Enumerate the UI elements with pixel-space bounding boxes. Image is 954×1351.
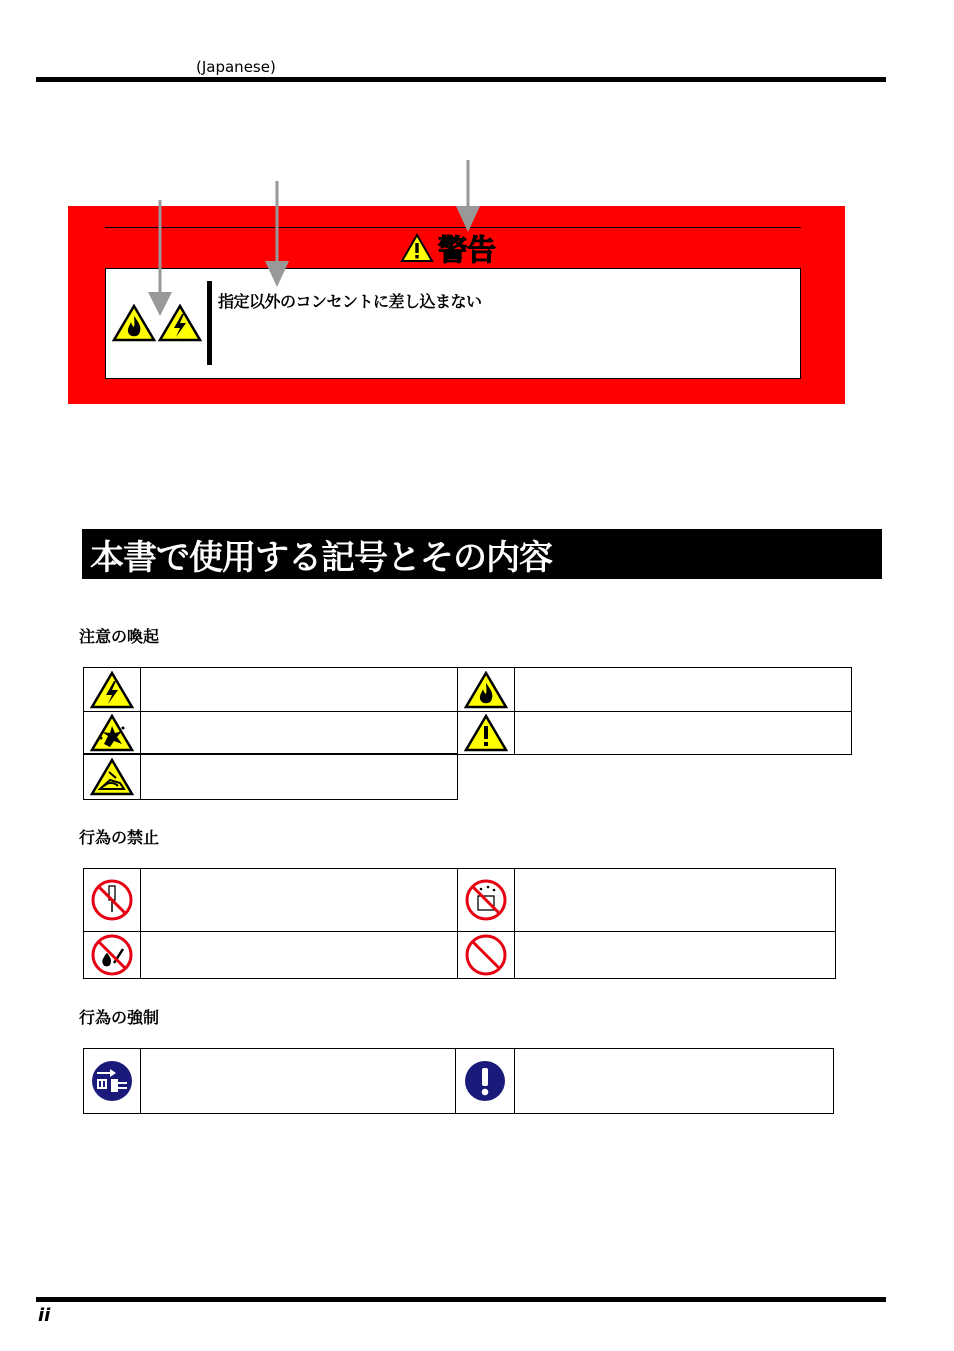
no-fire-icon (90, 933, 134, 977)
caution-text-cell (515, 668, 852, 712)
caution-triangle-icon (400, 233, 434, 263)
caution-table-row3 (83, 753, 458, 800)
caution-table (83, 667, 852, 755)
mandatory-cell-general (456, 1049, 515, 1114)
mandatory-table (83, 1048, 834, 1114)
header-rule (36, 77, 886, 82)
caution-cell-pinch (84, 754, 141, 800)
no-water-icon (464, 878, 508, 922)
caution-text-cell (141, 668, 458, 712)
warning-title-text: 警告 (438, 232, 497, 267)
general-prohibition-icon (464, 933, 508, 977)
caution-heading: 注意の喚起 (79, 627, 160, 646)
caution-cell-general (458, 712, 515, 755)
explosion-warning-icon (90, 714, 134, 752)
arrow-to-title (454, 160, 484, 234)
fire-warning-icon (464, 671, 508, 709)
caution-text-cell (515, 712, 852, 755)
section-title: 本書で使用する記号とその内容 (90, 537, 552, 578)
prohibition-text-cell (515, 932, 836, 979)
arrow-to-symbol (146, 200, 176, 320)
prohibition-cell-general (458, 932, 515, 979)
mandatory-cell-unplug (84, 1049, 141, 1114)
general-caution-icon (464, 714, 508, 752)
prohibition-cell-fire (84, 932, 141, 979)
prohibition-cell-water (458, 869, 515, 932)
page-number: ii (38, 1305, 51, 1326)
prohibition-heading: 行為の禁止 (79, 828, 160, 847)
caution-cell-fire (458, 668, 515, 712)
mandatory-action-icon (463, 1059, 507, 1103)
warning-title (400, 228, 496, 268)
mandatory-text-cell (515, 1049, 834, 1114)
caution-text-cell (141, 754, 458, 800)
electric-shock-warning-icon (90, 671, 134, 709)
caution-cell-explosion (84, 712, 141, 755)
warning-text-bar (207, 281, 212, 365)
mandatory-heading: 行為の強制 (79, 1008, 160, 1027)
prohibition-cell-disassembly (84, 869, 141, 932)
prohibition-text-cell (141, 869, 458, 932)
no-disassembly-icon (90, 878, 134, 922)
footer-rule (36, 1297, 886, 1302)
mandatory-text-cell (141, 1049, 456, 1114)
warning-text: 指定以外のコンセントに差し込まない (218, 292, 482, 311)
prohibition-table (83, 868, 836, 979)
prohibition-text-cell (141, 932, 458, 979)
caution-text-cell (141, 712, 458, 755)
unplug-icon (90, 1059, 134, 1103)
arrow-to-text (264, 181, 294, 291)
prohibition-text-cell (515, 869, 836, 932)
header-language: (Japanese) (196, 58, 276, 76)
caution-cell-shock (84, 668, 141, 712)
finger-pinch-warning-icon (90, 758, 134, 796)
